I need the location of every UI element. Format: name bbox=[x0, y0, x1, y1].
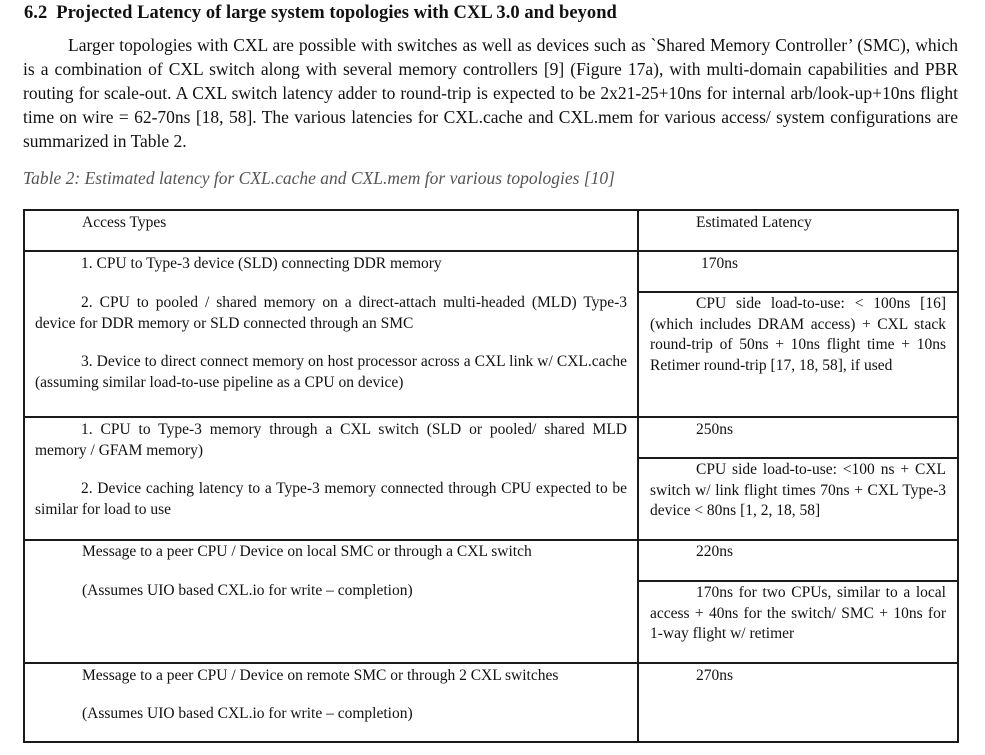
group-divider bbox=[23, 539, 959, 541]
access-item: (Assumes UIO based CXL.io for write – completion) bbox=[82, 705, 413, 722]
header-access-types: Access Types bbox=[82, 214, 167, 231]
latency-value: 270ns bbox=[696, 667, 734, 684]
access-item: 2. CPU to pooled / shared memory on a direct-attach multi-headed (MLD) Type-3 device for DDR memory or SLD connected through an SMC bbox=[35, 294, 627, 332]
table-border-bottom bbox=[23, 741, 959, 743]
group-divider bbox=[23, 662, 959, 664]
latency-value: 170ns bbox=[701, 255, 739, 272]
latency-note: CPU side load-to-use: < 100ns [16] (which includes DRAM access) + CXL stack round-trip of 50ns + 10ns flight time + 10ns Retimer round-trip [17, 18, 58], if used bbox=[650, 295, 946, 374]
section-number: 6.2 bbox=[24, 3, 48, 23]
access-item: 1. CPU to Type-3 device (SLD) connecting DDR memory bbox=[81, 255, 442, 272]
access-item: 1. CPU to Type-3 memory through a CXL switch (SLD or pooled/ shared MLD memory / GFAM memory) bbox=[35, 421, 627, 459]
latency-note: CPU side load-to-use: <100 ns + CXL switch w/ link flight times 70ns + CXL Type-3 device < 80ns [1, 2, 18, 58] bbox=[650, 461, 946, 519]
access-item: 3. Device to direct connect memory on host processor across a CXL link w/ CXL.cache (assuming similar load-to-use pipeline as a CPU on device) bbox=[35, 353, 627, 391]
access-type-cell bbox=[35, 352, 627, 393]
section-title: Projected Latency of large system topologies with CXL 3.0 and beyond bbox=[56, 3, 617, 23]
body-paragraph: Larger topologies with CXL are possible with switches as well as devices such as `Shared Memory Controller’ (SMC), which is a combination of CXL switch along with several memory controllers [9] (Figure 17a), with multi-domain capabilities and PBR routing for scale-out. A CXL switch latency adder to round-trip is expected to be 2x21-25+10ns for internal arb/look-up+10ns flight time on wire = 62-70ns [18, 58]. The various latencies for CXL.cache and CXL.mem for various access/ system configurations are summarized in Table 2. bbox=[23, 35, 958, 151]
access-item: Message to a peer CPU / Device on local SMC or through a CXL switch bbox=[82, 543, 532, 560]
access-item: 2. Device caching latency to a Type-3 memory connected through CPU expected to be similar for load to use bbox=[35, 480, 627, 518]
access-type-cell bbox=[35, 293, 627, 334]
access-type-cell bbox=[35, 479, 627, 520]
access-type-cell bbox=[35, 254, 627, 275]
table-border-top bbox=[23, 209, 959, 211]
latency-note-divider bbox=[637, 291, 959, 293]
latency-note-divider bbox=[637, 457, 959, 459]
table-caption: Table 2: Estimated latency for CXL.cache and CXL.mem for various topologies [10] bbox=[23, 168, 615, 188]
access-item: Message to a peer CPU / Device on remote SMC or through 2 CXL switches bbox=[82, 667, 559, 684]
header-row-divider bbox=[23, 250, 959, 252]
latency-note: 170ns for two CPUs, similar to a local access + 40ns for the switch/ SMC + 10ns for 1-way flight w/ retimer bbox=[650, 584, 946, 642]
group-divider bbox=[23, 416, 959, 418]
latency-note-divider bbox=[637, 580, 959, 582]
header-estimated-latency: Estimated Latency bbox=[696, 214, 812, 231]
latency-value: 220ns bbox=[696, 543, 734, 560]
latency-value: 250ns bbox=[696, 421, 734, 438]
access-type-cell bbox=[35, 420, 627, 461]
access-item: (Assumes UIO based CXL.io for write – completion) bbox=[82, 582, 413, 599]
